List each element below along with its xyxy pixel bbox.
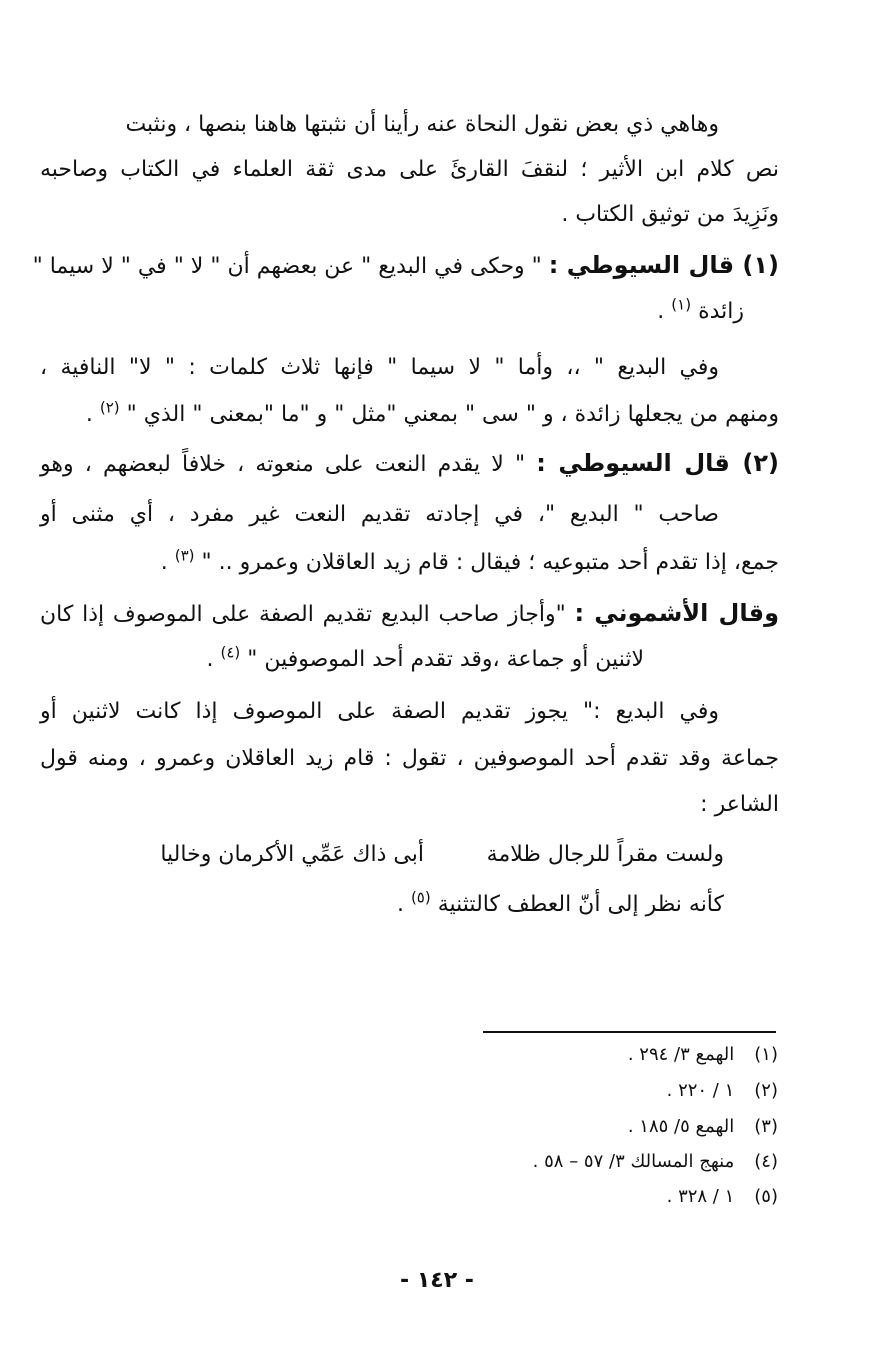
text-span: كأنه نظر إلى أنّ العطف كالتثنية [437,892,724,917]
text-span: جمع، إذا تقدم أحد متبوعيه ؛ فيقال : قام زيد العاقلان وعمرو .. " [201,550,779,575]
text-line: جماعة وقد تقدم أحد الموصوفين ، تقول : قام زيد العاقلان وعمرو ، ومنه قول [40,746,779,771]
text-line [40,548,779,578]
quote-line [40,448,779,480]
quote-text: " لا يقدم النعت على منعوته ، خلافاً لبعضهم ، وهو [40,452,526,477]
footnote-text: الهمع ٣/ ٢٩٤ . [627,1044,735,1065]
quote-line [32,250,779,282]
footnote-ref: (١) [671,295,692,314]
footnote-text: الهمع ٥/ ١٨٥ . [627,1116,735,1137]
footnote-ref: (٣) [174,546,195,565]
footnote-number: (٣) [754,1116,778,1137]
punctuation: . [160,550,175,575]
text-line [40,400,779,430]
quote-line [40,598,779,630]
verse-second-hemistich: أبى ذاك عَمِّي الأكرمان وخاليا [160,842,424,867]
page-number: - ١٤٢ - [400,1268,474,1293]
footnote-number: (٤) [754,1151,778,1172]
text-line: الشاعر : [700,792,779,817]
quote-label: (١) قال السيوطي : [548,251,779,279]
footnote-text: ١ / ٣٢٨ . [666,1186,735,1207]
text-line: وفي البديع :" يجوز تقديم الصفة على الموصوف إذا كانت لاثنين أو [40,699,719,724]
footnote-divider [483,1031,776,1033]
footnote [667,1185,778,1209]
footnote-ref: (٢) [99,398,120,417]
footnote [533,1150,778,1174]
footnote-text: ١ / ٢٢٠ . [666,1080,735,1101]
text-line [40,890,724,920]
text-span: لاثنين أو جماعة ،وقد تقدم أحد الموصوفين " [247,647,644,672]
text-line: وفي البديع " ،، وأما " لا سيما " فإنها ثلاث كلمات : " لا" النافية ، [40,355,719,380]
text-line: نص كلام ابن الأثير ؛ لنقفَ القارئَ على مدى ثقة العلماء في الكتاب وصاحبه [40,157,779,182]
text-line: وهاهي ذي بعض نقول النحاة عنه رأينا أن نثبتها هاهنا بنصها ، ونثبت [125,112,719,137]
punctuation: . [657,299,672,324]
punctuation: . [396,892,411,917]
text-line [40,645,644,675]
quote-label: (٢) قال السيوطي : [536,449,779,477]
verse-first-hemistich: ولست مقراً للرجال ظلامة [486,842,724,867]
footnote-ref: (٥) [410,888,431,907]
quote-label: وقال الأشموني : [574,599,780,627]
footnote [628,1115,778,1139]
punctuation: . [85,402,100,427]
quote-text: "وأجاز صاحب البديع تقديم الصفة على الموصوف إذا كان [40,602,566,627]
text-line: صاحب " البديع "، في إجادته تقديم النعت غير مفرد ، أي مثنى أو [40,502,719,527]
footnote-ref: (٤) [220,643,241,662]
punctuation: . [206,647,221,672]
footnote [628,1043,778,1067]
text-line: ونَزِيدَ من توثيق الكتاب . [561,202,779,227]
text-line [40,297,744,327]
footnote-number: (٥) [754,1186,778,1207]
footnote-text: منهج المسالك ٣/ ٥٧ – ٥٨ . [532,1151,735,1172]
text-span: ومنهم من يجعلها زائدة ، و " سى " بمعني "مثل " و "ما "بمعنى " الذي " [126,402,779,427]
footnote-number: (٢) [754,1080,778,1101]
footnote-number: (١) [754,1044,778,1065]
footnote [667,1079,778,1103]
quote-text: زائدة [698,299,744,324]
quote-text: " وحكى في البديع " عن بعضهم أن " لا " في " لا سيما " [32,254,542,279]
